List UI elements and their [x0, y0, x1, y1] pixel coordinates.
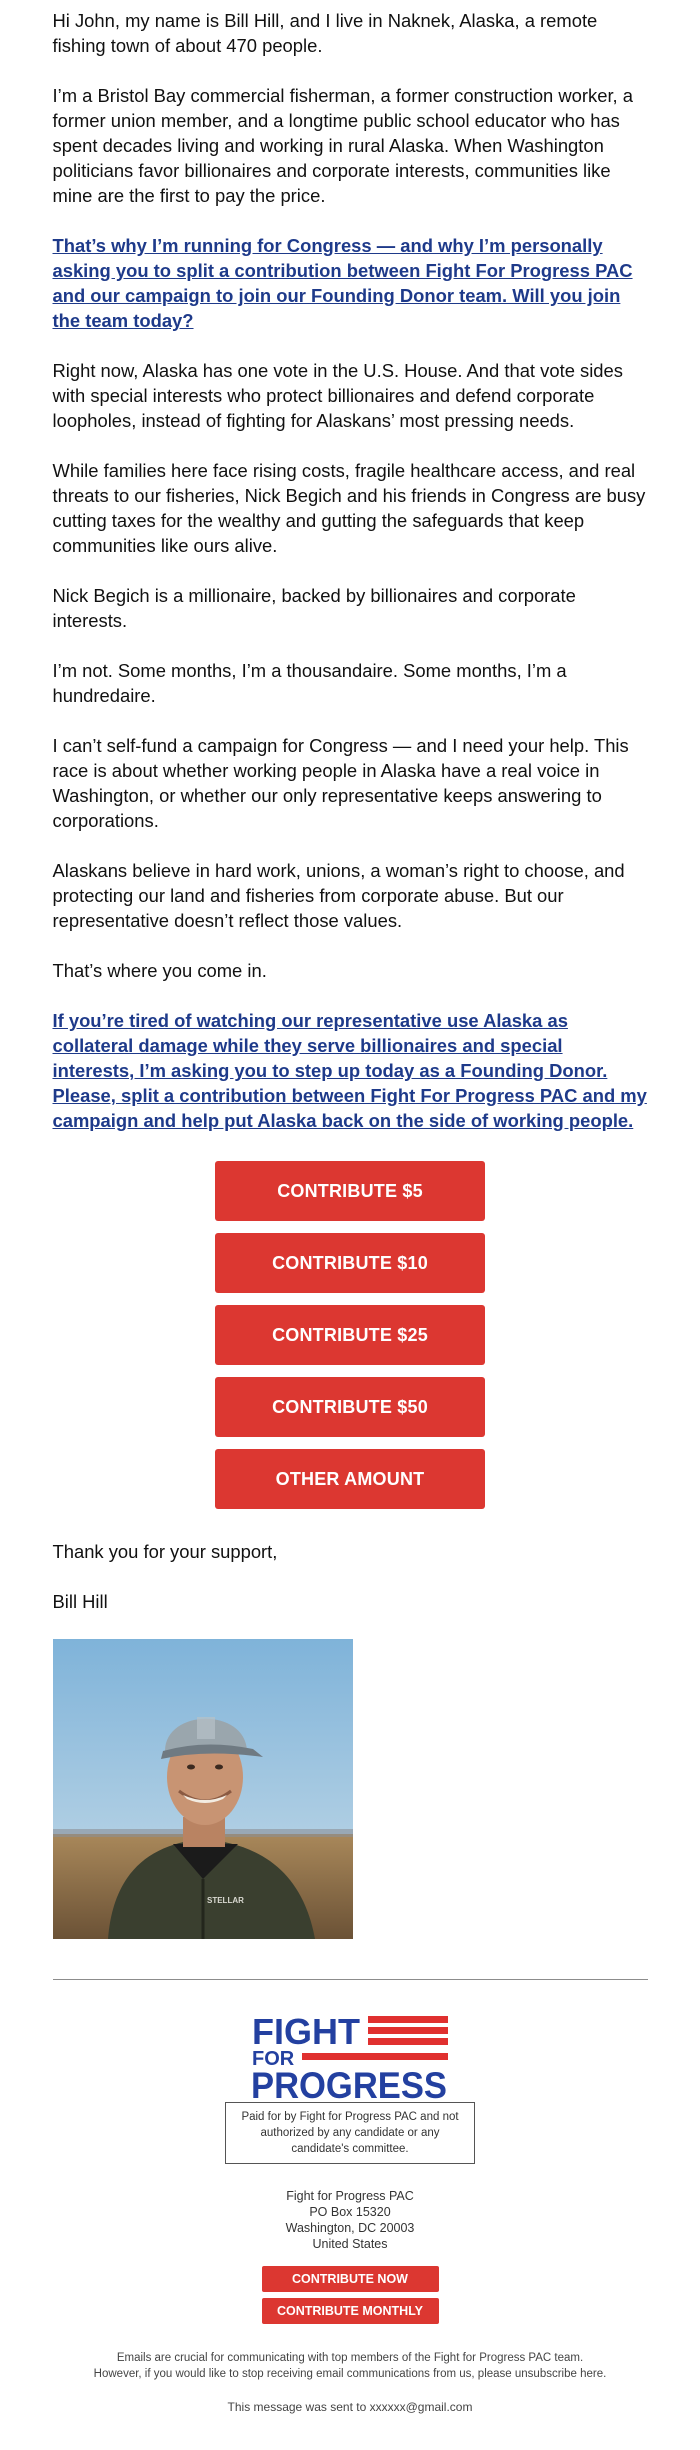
paragraph-link-step-up [53, 1008, 648, 1133]
address-country: United States [312, 2237, 388, 2251]
jacket-logo-text: STELLAR [206, 1896, 244, 1905]
link-join-founding-donor[interactable]: That’s why I’m running for Congress — and why I’m personally asking you to split a contribution between Fight For Progress PAC and our campaign to join our Founding Donor team. Will you join the team today? [52, 235, 633, 331]
letter-body [53, 8, 648, 1133]
email-container [53, 8, 648, 2414]
contribute-25-button[interactable]: CONTRIBUTE $25 [215, 1305, 485, 1365]
link-step-up-founding-donor[interactable]: If you’re tired of watching our representative use Alaska as collateral damage while they serve billionaires and special interests, I’m asking you to step up today as a Founding Donor. Please, split a contribution between Fight For Progress PAC and my campaign and help put Alaska back on the side of working people. [52, 1010, 647, 1131]
fight-for-progress-logo [250, 2010, 450, 2102]
contribute-now-button[interactable]: CONTRIBUTE NOW [262, 2266, 439, 2292]
contribute-5-button[interactable]: CONTRIBUTE $5 [215, 1161, 485, 1221]
paragraph-house-vote: Right now, Alaska has one vote in the U.S. House. And that vote sides with special interests who protect billionaires and defend corporate loopholes, instead of fighting for Alaskans’ most pressing needs. [52, 360, 623, 431]
paragraph-intro: Hi John, my name is Bill Hill, and I live in Naknek, Alaska, a remote fishing town of about 470 people. [52, 10, 598, 56]
fine-print-line-1: Emails are crucial for communicating with top members of the Fight for Progress PAC team. [116, 2352, 584, 2364]
contribute-monthly-button[interactable]: CONTRIBUTE MONTHLY [262, 2298, 439, 2324]
paragraph-where-you-come-in: That’s where you come in. [52, 960, 267, 981]
paragraph-thousandaire: I’m not. Some months, I’m a thousandaire. Some months, I’m a hundredaire. [52, 660, 567, 706]
paid-for-disclaimer: Paid for by Fight for Progress PAC and not authorized by any candidate or any candidate's committee. [225, 2102, 475, 2164]
email-fine-print [53, 2350, 648, 2382]
logo-stripe-4 [302, 2053, 448, 2060]
paragraph-self-fund: I can’t self-fund a campaign for Congress — and I need your help. This race is about whether working people in Alaska have a real voice in Washington, or whether our only representative keeps answering to corporations. [52, 735, 629, 831]
paragraph-background: I’m a Bristol Bay commercial fisherman, a former construction worker, a former union member, and a longtime public school educator who has spent decades living and working in rural Alaska. When Washington politicians favor billionaires and corporate interests, communities like mine are the first to pay the price. [52, 85, 634, 206]
footer [53, 2010, 648, 2414]
logo-stripe-1 [368, 2016, 448, 2023]
footer-buttons [53, 2266, 648, 2324]
logo-word-for: FOR [252, 2048, 295, 2070]
paragraph-values: Alaskans believe in hard work, unions, a woman’s right to choose, and protecting our land and fisheries from corporate abuse. But our representative doesn’t reflect those values. [52, 860, 625, 931]
signoff [53, 1539, 648, 1614]
candidate-photo [53, 1639, 353, 1939]
mailing-address [53, 2188, 648, 2252]
address-pobox: PO Box 15320 [309, 2205, 391, 2219]
logo-stripe-2 [368, 2027, 448, 2034]
footer-divider [53, 1979, 648, 1980]
other-amount-button[interactable]: OTHER AMOUNT [215, 1449, 485, 1509]
sent-to-notice: This message was sent to xxxxxx@gmail.com [227, 2400, 473, 2414]
thanks-line: Thank you for your support, [52, 1541, 278, 1562]
paragraph-begich: Nick Begich is a millionaire, backed by billionaires and corporate interests. [52, 585, 576, 631]
logo-stripe-3 [368, 2038, 448, 2045]
fine-print-unsubscribe[interactable]: However, if you would like to stop receiving email communications from us, please unsubscribe here. [93, 2368, 607, 2380]
contribute-10-button[interactable]: CONTRIBUTE $10 [215, 1233, 485, 1293]
logo-word-fight: FIGHT [252, 2011, 360, 2052]
signature-name: Bill Hill [52, 1591, 108, 1612]
address-org: Fight for Progress PAC [286, 2189, 414, 2203]
paragraph-families: While families here face rising costs, fragile healthcare access, and real threats to our fisheries, Nick Begich and his friends in Congress are busy cutting taxes for the wealthy and gutting the safeguards that keep communities like ours alive. [52, 460, 646, 556]
contribute-50-button[interactable]: CONTRIBUTE $50 [215, 1377, 485, 1437]
address-city: Washington, DC 20003 [285, 2221, 415, 2235]
contribution-buttons [53, 1161, 648, 1509]
paragraph-link-running [53, 233, 648, 333]
logo-word-progress: PROGRESS [251, 2065, 447, 2102]
